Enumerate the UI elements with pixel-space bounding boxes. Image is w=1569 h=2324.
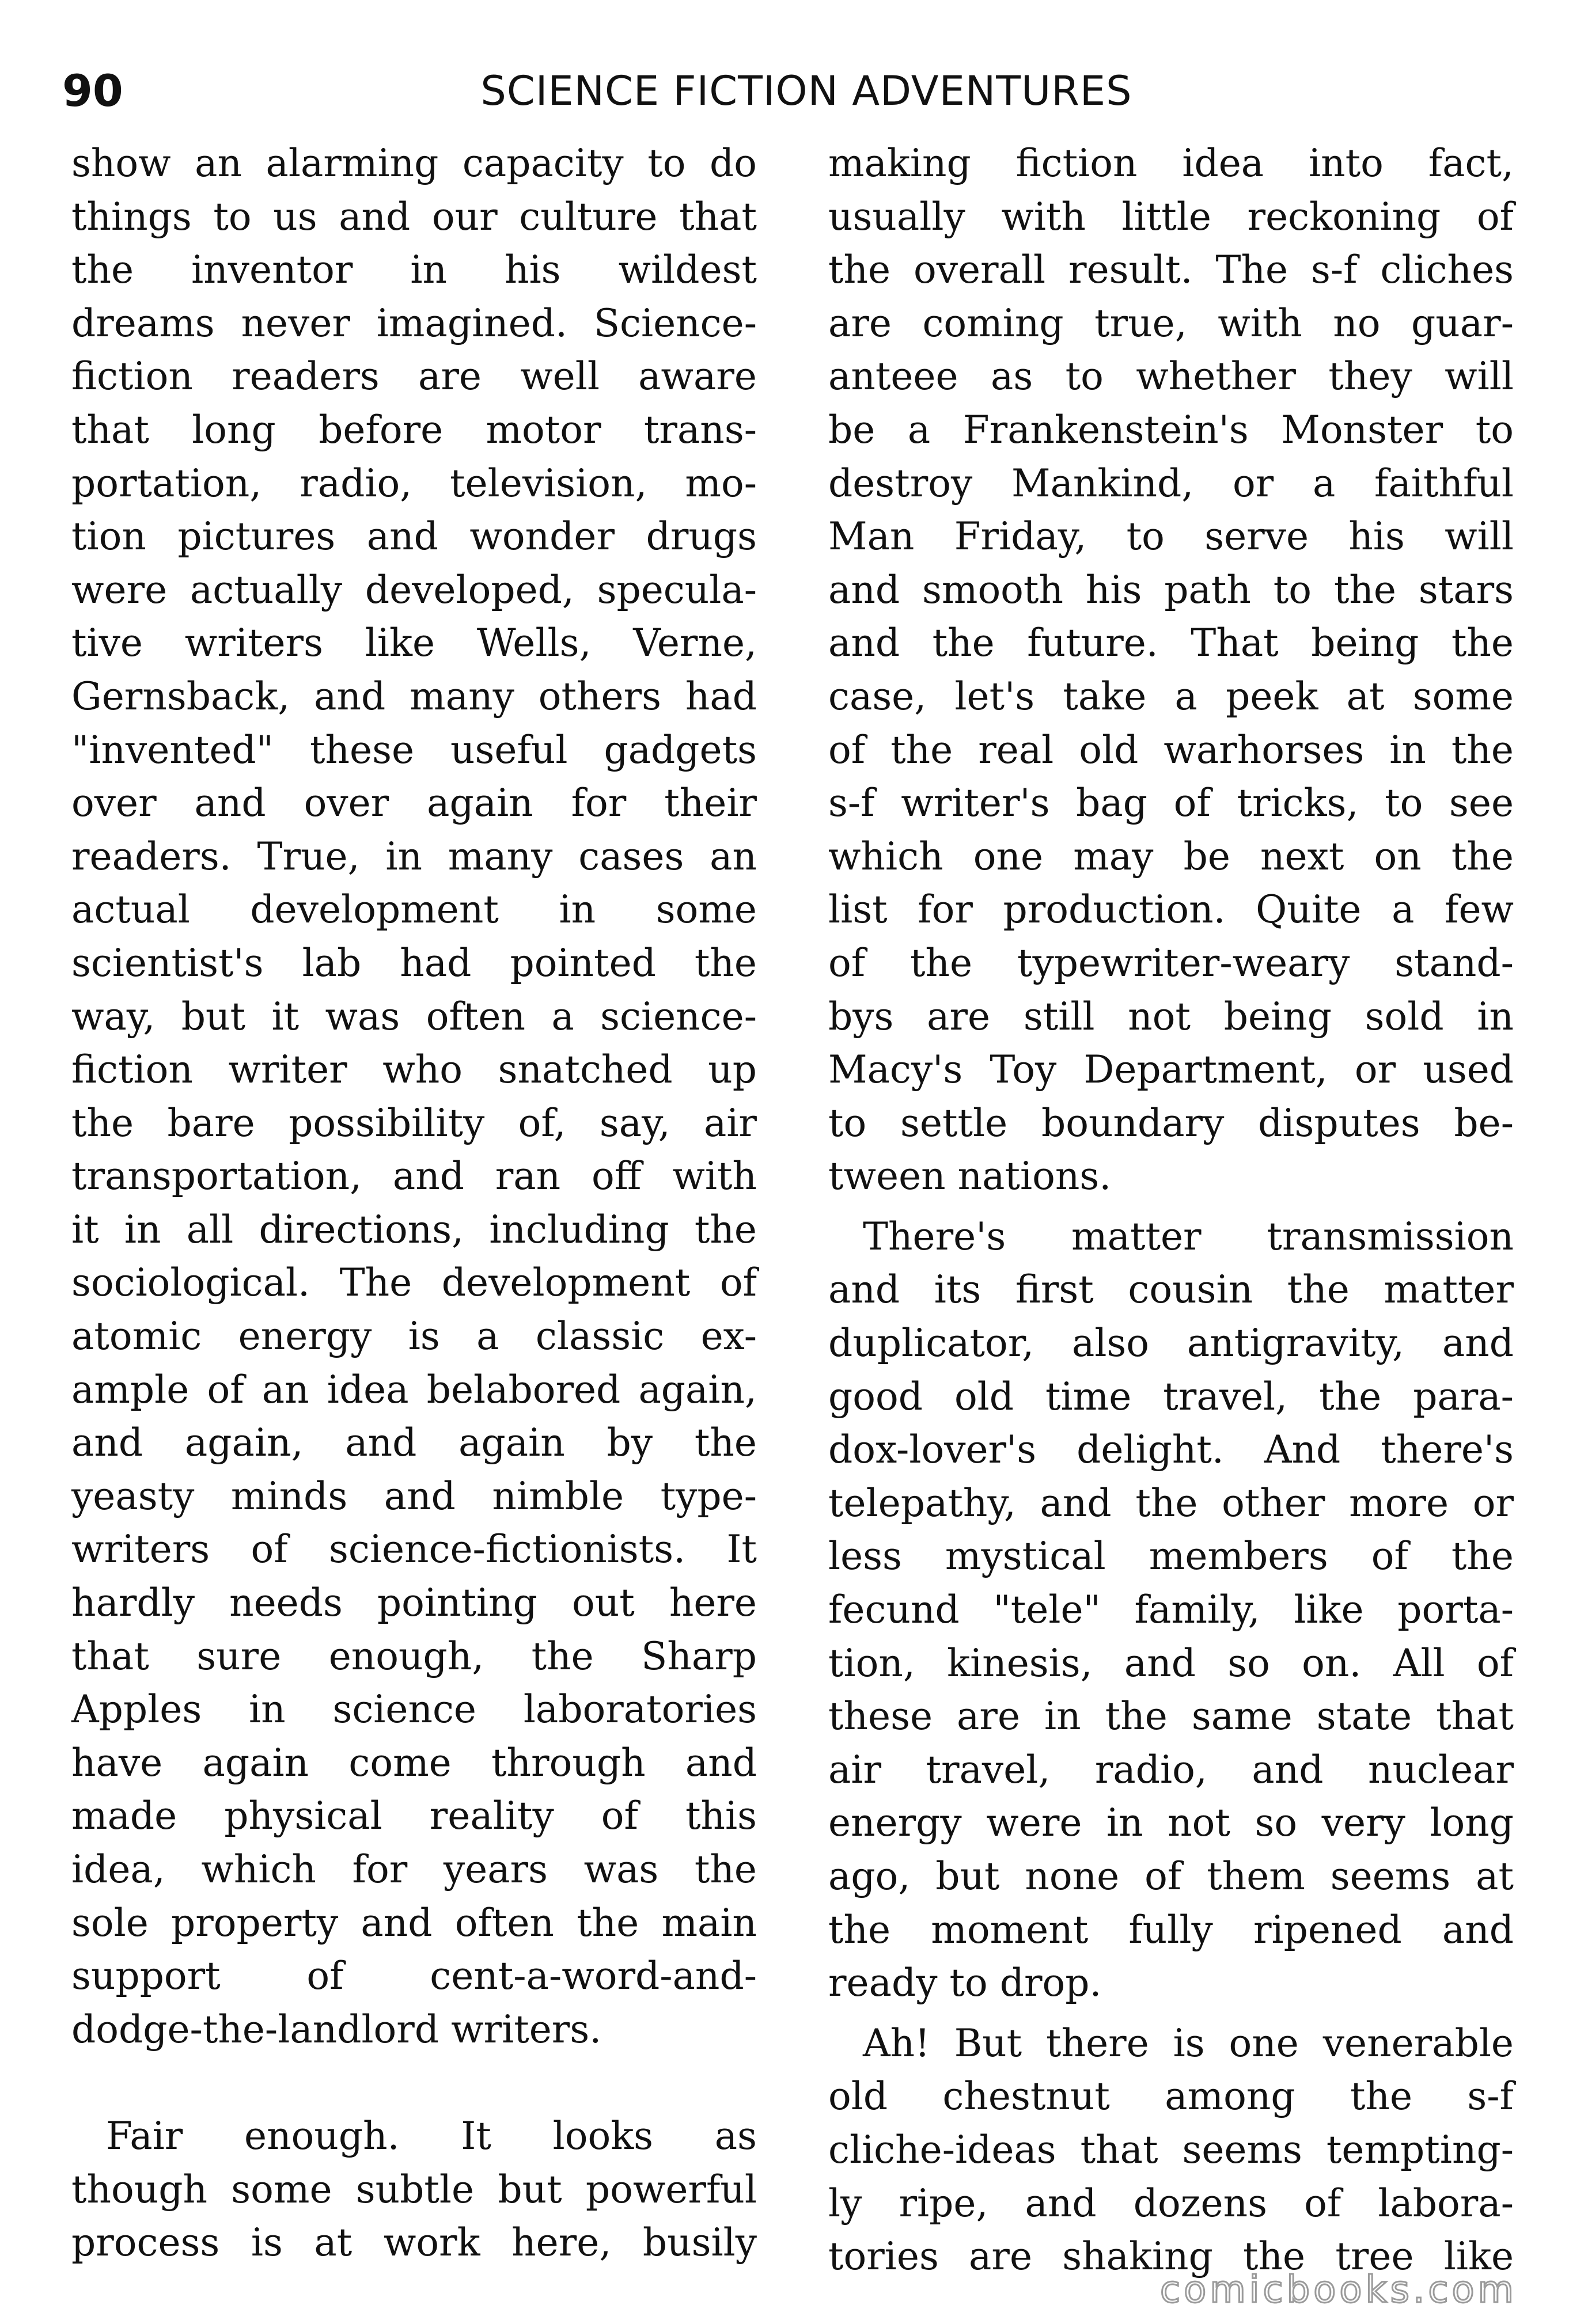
text-line: tion, kinesis, and so on. All of (828, 1641, 1514, 1685)
text-line: which one may be next on the (828, 834, 1514, 879)
text-line: and smooth his path to the stars (828, 567, 1514, 612)
text-line: sole property and often the main (71, 1900, 757, 1945)
text-line: tion pictures and wonder drugs (71, 514, 757, 559)
text-line: bys are still not being sold in (828, 994, 1514, 1039)
text-line: actual development in some (71, 887, 757, 932)
text-line: ready to drop. (828, 1961, 1102, 2006)
text-line: Fair enough. It looks as (106, 2113, 757, 2158)
text-line: cliche-ideas that seems tempting- (828, 2127, 1514, 2172)
text-line: readers. True, in many cases an (71, 834, 757, 879)
text-line: were actually developed, specula- (71, 567, 757, 612)
text-line: list for production. Quite a few (828, 887, 1514, 932)
text-line: of the typewriter-weary stand- (828, 940, 1514, 985)
text-line: dox-lover's delight. And there's (828, 1427, 1514, 1472)
text-line: and its first cousin the matter (828, 1267, 1514, 1312)
paragraph-gap (828, 1203, 1514, 1210)
text-line: idea, which for years was the (71, 1847, 757, 1892)
text-line: good old time travel, the para- (828, 1374, 1514, 1419)
text-line: Apples in science laboratories (71, 1687, 757, 1732)
left-column (71, 137, 757, 2270)
right-column (828, 137, 1514, 2284)
text-line: less mystical members of the (828, 1534, 1514, 1579)
text-line: fiction writer who snatched up (71, 1047, 757, 1092)
paragraph (828, 1210, 1514, 2010)
text-line: tive writers like Wells, Verne, (71, 621, 757, 666)
text-line: writers of science-fictionists. It (71, 1527, 757, 1572)
text-line: energy were in not so very long (828, 1801, 1514, 1845)
text-line: fiction readers are well aware (71, 354, 757, 399)
text-line: it in all directions, including the (71, 1207, 757, 1252)
text-line: way, but it was often a science- (71, 994, 757, 1039)
paragraph (71, 2110, 757, 2270)
text-line: hardly needs pointing out here (71, 1581, 757, 1626)
paragraph-gap (828, 2010, 1514, 2017)
text-line: tories are shaking the tree like (828, 2234, 1514, 2279)
text-line: duplicator, also antigravity, and (828, 1321, 1514, 1366)
text-line: and the future. That being the (828, 621, 1514, 666)
text-line: these are in the same state that (828, 1694, 1514, 1739)
watermark: comicbooks.com (1159, 2269, 1517, 2311)
text-line: transportation, and ran off with (71, 1154, 757, 1199)
text-line: ago, but none of them seems at (828, 1854, 1514, 1898)
text-line: There's matter transmission (863, 1214, 1514, 1259)
text-line: that long before motor trans- (71, 407, 757, 452)
text-line: old chestnut among the s-f (828, 2074, 1514, 2119)
text-line: scientist's lab had pointed the (71, 940, 757, 985)
text-line: usually with little reckoning of (828, 194, 1514, 239)
page-number: 90 (62, 65, 123, 116)
text-line: portation, radio, television, mo- (71, 461, 757, 506)
running-title: SCIENCE FICTION ADVENTURES (480, 67, 1132, 115)
text-line: though some subtle but powerful (71, 2167, 757, 2212)
text-line: to settle boundary disputes be- (828, 1100, 1514, 1145)
text-line: case, let's take a peek at some (828, 674, 1514, 719)
text-line: anteee as to whether they will (828, 354, 1514, 399)
text-line: destroy Mankind, or a faithful (828, 461, 1514, 506)
text-line: things to us and our culture that (71, 194, 757, 239)
paragraph-gap (71, 2056, 757, 2110)
text-line: the bare possibility of, say, air (71, 1100, 757, 1145)
text-line: the inventor in his wildest (71, 248, 757, 293)
text-line: Gernsback, and many others had (71, 674, 757, 719)
text-line: Macy's Toy Department, or used (828, 1047, 1514, 1092)
text-line: be a Frankenstein's Monster to (828, 407, 1514, 452)
text-line: the overall result. The s-f cliches (828, 248, 1514, 293)
paragraph (828, 2017, 1514, 2284)
text-line: made physical reality of this (71, 1794, 757, 1839)
text-line: dreams never imagined. Science- (71, 301, 757, 345)
text-line: yeasty minds and nimble type- (71, 1474, 757, 1518)
text-line: have again come through and (71, 1740, 757, 1785)
text-line: atomic energy is a classic ex- (71, 1314, 757, 1359)
text-line: and again, and again by the (71, 1421, 757, 1465)
text-line: dodge-the-landlord writers. (71, 2007, 602, 2052)
text-line: fecund "tele" family, like porta- (828, 1588, 1514, 1632)
text-line: process is at work here, busily (71, 2220, 757, 2265)
text-line: making fiction idea into fact, (828, 141, 1514, 185)
paragraph (828, 137, 1514, 1203)
text-line: telepathy, and the other more or (828, 1480, 1514, 1525)
paragraph (71, 137, 757, 2056)
text-line: support of cent-a-word-and- (71, 1954, 757, 1999)
text-line: "invented" these useful gadgets (71, 727, 757, 772)
text-line: that sure enough, the Sharp (71, 1634, 757, 1679)
text-line: air travel, radio, and nuclear (828, 1747, 1514, 1792)
text-line: ample of an idea belabored again, (71, 1367, 757, 1412)
text-line: over and over again for their (71, 781, 757, 826)
text-line: the moment fully ripened and (828, 1907, 1514, 1952)
text-line: are coming true, with no guar- (828, 301, 1514, 345)
text-line: show an alarming capacity to do (71, 141, 757, 185)
text-line: s-f writer's bag of tricks, to see (828, 781, 1514, 826)
text-line: tween nations. (828, 1154, 1112, 1199)
text-line: ly ripe, and dozens of labora- (828, 2181, 1514, 2226)
text-line: sociological. The development of (71, 1260, 757, 1305)
text-line: Ah! But there is one venerable (863, 2021, 1514, 2065)
text-line: Man Friday, to serve his will (828, 514, 1514, 559)
text-line: of the real old warhorses in the (828, 727, 1514, 772)
